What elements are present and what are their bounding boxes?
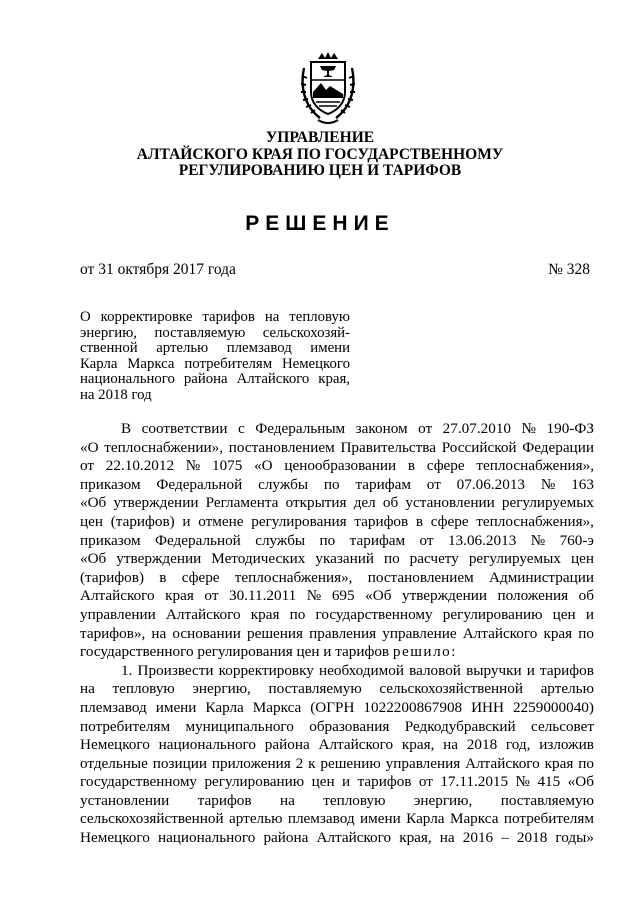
- word: национального: [158, 736, 257, 754]
- word: артелью: [540, 680, 594, 698]
- word: от: [204, 587, 219, 605]
- agency-line: УПРАВЛЕНИЕ: [265, 129, 375, 146]
- word: (тарифов): [110, 512, 175, 530]
- word: тарифов: [202, 309, 255, 325]
- word: 190-ФЗ: [546, 420, 594, 437]
- word: расчету: [409, 550, 459, 568]
- word: энергию,: [192, 680, 251, 698]
- word: утверждении: [113, 494, 199, 512]
- subject-line: [80, 357, 350, 373]
- word: законом: [355, 420, 408, 437]
- word: государственному: [80, 773, 198, 791]
- word: Регламента: [205, 494, 279, 512]
- word: Редкодубравский: [404, 717, 516, 735]
- word: №: [530, 531, 546, 549]
- word: и: [526, 661, 535, 679]
- word: (ОГРН: [310, 698, 355, 716]
- word: Немецкого: [80, 736, 150, 754]
- word: решению: [320, 754, 381, 772]
- agency-line: РЕГУЛИРОВАНИЮ ЦЕН И ТАРИФОВ: [178, 162, 462, 179]
- word: правления: [309, 624, 377, 642]
- word: установлении: [80, 791, 170, 809]
- word: и: [342, 773, 351, 791]
- word: открытия: [285, 494, 347, 512]
- word: муниципального: [185, 717, 294, 735]
- word: управлении: [80, 605, 156, 623]
- word: Алтайского: [462, 624, 538, 642]
- word: в: [159, 568, 167, 586]
- item1-line: [80, 680, 594, 699]
- body-line: [80, 625, 594, 644]
- word: Карла: [80, 355, 118, 372]
- word: от: [418, 420, 433, 437]
- word: №: [540, 475, 556, 493]
- agency-line: АЛТАЙСКОГО КРАЯ ПО ГОСУДАРСТВЕННОМУ: [136, 145, 504, 163]
- word: Администрации: [489, 568, 594, 586]
- coat-of-arms-icon: [296, 50, 360, 126]
- word: «Об: [80, 550, 107, 568]
- word: установлении: [405, 494, 495, 512]
- word: и: [182, 512, 191, 530]
- word: на: [264, 309, 280, 325]
- word: 163: [571, 475, 594, 493]
- word: района: [183, 371, 228, 387]
- word: №: [185, 457, 201, 475]
- word: утверждении: [116, 550, 202, 568]
- word: имени: [155, 698, 197, 716]
- word: на: [80, 680, 95, 698]
- word: тепловую: [289, 309, 350, 325]
- word: района: [264, 736, 310, 754]
- word: 1.: [121, 661, 133, 679]
- word: приложения: [211, 754, 291, 772]
- word: артелью: [229, 810, 283, 828]
- word: края: [250, 605, 280, 623]
- word: цен: [552, 605, 576, 623]
- word: №: [521, 420, 537, 437]
- word: цен: [570, 550, 594, 568]
- word: в: [415, 512, 424, 530]
- word: управления: [385, 754, 461, 772]
- item1-line: [80, 718, 594, 737]
- word: регулирования: [251, 512, 347, 530]
- word: –: [501, 829, 509, 847]
- body-line: [80, 606, 594, 625]
- document-type-title: РЕШЕНИЕ: [245, 212, 395, 235]
- word: теплоснабжения»,: [234, 568, 353, 586]
- word: ИНН: [471, 698, 504, 716]
- word: Правительства: [340, 438, 437, 456]
- body-line: [80, 439, 594, 458]
- word: «О: [80, 438, 99, 456]
- word: 1022200867908: [363, 698, 463, 716]
- word: 1075: [211, 457, 243, 475]
- word: службы: [258, 475, 309, 493]
- word: Российской: [441, 438, 517, 456]
- word: 2: [295, 754, 304, 772]
- document-subject: [80, 310, 350, 403]
- word: образования: [309, 717, 390, 735]
- body-line: [80, 550, 594, 569]
- word: дел: [353, 494, 376, 512]
- word: на: [443, 736, 459, 754]
- word: В: [121, 420, 132, 437]
- word: 07.06.2013: [456, 475, 526, 493]
- word: Алтайского: [316, 829, 392, 847]
- word: «Об: [365, 587, 392, 605]
- word: от: [419, 531, 434, 549]
- word: края: [544, 754, 574, 772]
- word: 695: [331, 587, 355, 605]
- word: основании: [172, 624, 241, 642]
- item1-line: [80, 755, 594, 774]
- subject-line: [80, 326, 350, 342]
- word: Маркса: [449, 810, 499, 828]
- word: управление: [382, 624, 457, 642]
- document-number: № 328: [548, 261, 590, 278]
- word: изложив: [539, 736, 594, 754]
- word: на: [279, 791, 295, 809]
- word: Немецкого: [80, 829, 150, 847]
- word: сельскохозяй-: [262, 324, 350, 341]
- agency-name: [100, 130, 540, 180]
- body-line: [80, 476, 594, 495]
- word: потребителям: [503, 810, 594, 828]
- word: регулированию: [204, 773, 305, 791]
- word: 2018: [466, 736, 498, 754]
- body-line: [80, 587, 594, 606]
- word: национального: [80, 371, 175, 387]
- body-line: [80, 532, 594, 551]
- word: потребителям: [184, 355, 273, 372]
- word: ценообразовании: [284, 457, 397, 475]
- word: «Об: [80, 494, 107, 512]
- word: регулируемых: [501, 494, 594, 512]
- word: №: [515, 773, 531, 791]
- word: об: [382, 494, 399, 512]
- subject-line: [80, 372, 350, 388]
- word: тарифам: [355, 475, 411, 493]
- item1-line: [80, 773, 594, 792]
- word: сфере: [181, 568, 220, 586]
- word: Алтайского: [80, 587, 155, 605]
- word: от: [418, 773, 433, 791]
- word: решения: [247, 624, 304, 642]
- body-line: [80, 513, 594, 532]
- word: тарифов: [540, 661, 594, 679]
- word: национального: [157, 829, 256, 847]
- word: края: [543, 624, 573, 642]
- subject-line: на 2018 год: [80, 386, 152, 403]
- word: Федерации: [522, 438, 594, 456]
- preamble-last-text: государственного регулирования цен и тарифов: [80, 643, 390, 661]
- word: Произвести: [137, 661, 214, 679]
- word: год,: [505, 736, 531, 754]
- item1-line: [80, 829, 594, 848]
- word: поставляемую: [154, 324, 246, 341]
- word: ственной: [80, 340, 138, 356]
- word: по: [323, 475, 340, 493]
- word: 27.07.2010: [442, 420, 512, 437]
- word: по: [383, 550, 400, 568]
- word: в: [407, 457, 416, 475]
- word: отмене: [198, 512, 244, 530]
- word: 2259000040): [512, 698, 594, 716]
- word: об: [578, 587, 594, 605]
- word: (тарифов): [80, 568, 145, 586]
- body-line: [80, 420, 594, 439]
- decided-word: решило:: [392, 643, 457, 661]
- word: тарифам: [349, 531, 406, 549]
- word: годы»: [555, 829, 594, 847]
- body-line: [80, 643, 594, 662]
- word: цен: [80, 512, 103, 530]
- word: края,: [401, 736, 435, 754]
- document-date: от 31 октября 2017 года: [80, 261, 236, 278]
- body-line: [80, 494, 594, 513]
- word: Карла: [205, 698, 244, 716]
- word: 30.11.2011: [229, 587, 297, 605]
- word: Карла: [406, 810, 445, 828]
- word: тарифов: [197, 791, 252, 809]
- subject-line: [80, 310, 350, 326]
- word: службы: [255, 531, 306, 549]
- word: племзавод: [287, 810, 355, 828]
- word: «Об: [567, 773, 594, 791]
- word: тарифов: [357, 773, 412, 791]
- word: положения: [497, 587, 569, 605]
- word: 13.06.2013: [447, 531, 517, 549]
- word: Федеральным: [255, 420, 346, 437]
- word: сфере: [426, 457, 465, 475]
- word: сельскохозяйственной: [379, 680, 523, 698]
- word: сфере: [430, 512, 469, 530]
- word: выручки: [466, 661, 522, 679]
- word: утверждении: [401, 587, 487, 605]
- word: №: [306, 587, 322, 605]
- word: сельскохозяйственной: [80, 810, 224, 828]
- word: тарифов»,: [80, 624, 146, 642]
- subject-line: [80, 341, 350, 357]
- word: приказом: [80, 531, 141, 549]
- word: по: [319, 531, 336, 549]
- word: 760-э: [559, 531, 594, 549]
- body-line: [80, 569, 594, 588]
- word: теплоснабжения»,: [476, 512, 594, 530]
- word: имени: [359, 810, 401, 828]
- word: Алтайского: [165, 605, 241, 623]
- word: поставляемую: [500, 791, 594, 809]
- word: тарифов: [354, 512, 409, 530]
- word: Федеральной: [156, 475, 243, 493]
- word: О: [80, 309, 91, 325]
- word: цен: [311, 773, 335, 791]
- word: от: [426, 475, 441, 493]
- word: поставляемую: [268, 680, 362, 698]
- word: Немецкого: [281, 355, 350, 372]
- item1-line: [80, 662, 594, 681]
- word: тепловую: [112, 680, 175, 698]
- word: 17.11.2015: [440, 773, 509, 791]
- word: Методических: [211, 550, 306, 568]
- word: потребителям: [80, 717, 171, 735]
- word: имени: [310, 340, 350, 356]
- word: энергию,: [413, 791, 473, 809]
- word: Федеральной: [154, 531, 241, 549]
- body-line: [80, 457, 594, 476]
- word: теплоснабжения»,: [476, 457, 594, 475]
- word: Маркса: [127, 355, 175, 372]
- word: Алтайского: [236, 371, 310, 387]
- word: позиции: [152, 754, 207, 772]
- word: по: [578, 624, 594, 642]
- word: тепловую: [323, 791, 386, 809]
- item1-line: [80, 810, 594, 829]
- word: указаний: [315, 550, 374, 568]
- word: 22.10.2012: [105, 457, 175, 475]
- word: 2018: [516, 829, 548, 847]
- word: Алтайского: [318, 736, 394, 754]
- word: и: [585, 605, 594, 623]
- word: постановлением: [228, 438, 335, 456]
- word: Маркса: [252, 698, 302, 716]
- word: 415: [537, 773, 561, 791]
- word: корректировку: [218, 661, 314, 679]
- word: края,: [399, 829, 432, 847]
- word: Алтайского: [465, 754, 540, 772]
- word: по: [289, 605, 306, 623]
- word: племзавод: [80, 698, 147, 716]
- word: племзавод: [226, 340, 292, 356]
- word: сельсовет: [531, 717, 594, 735]
- word: 2016: [462, 829, 494, 847]
- word: энергию,: [80, 324, 137, 341]
- word: с: [237, 420, 245, 437]
- word: края: [165, 587, 194, 605]
- word: артелью: [156, 340, 209, 356]
- word: района: [263, 829, 309, 847]
- word: валовой: [409, 661, 461, 679]
- word: регулируемых: [468, 550, 561, 568]
- word: необходимой: [319, 661, 404, 679]
- item1-line: [80, 792, 594, 811]
- item1-line: [80, 736, 594, 755]
- word: к: [308, 754, 316, 772]
- word: на: [151, 624, 167, 642]
- word: теплоснабжении»,: [104, 438, 224, 456]
- word: приказом: [80, 475, 141, 493]
- word: края,: [318, 371, 350, 387]
- word: постановлением: [367, 568, 474, 586]
- word: от: [80, 457, 95, 475]
- word: корректировке: [100, 309, 193, 325]
- word: соответствии: [141, 420, 228, 437]
- word: «О: [254, 457, 273, 475]
- item1-line: [80, 699, 594, 718]
- word: регулированию: [442, 605, 543, 623]
- word: отдельные: [80, 754, 148, 772]
- document-body: [80, 420, 594, 848]
- word: на: [439, 829, 455, 847]
- word: государственному: [315, 605, 433, 623]
- word: по: [578, 754, 594, 772]
